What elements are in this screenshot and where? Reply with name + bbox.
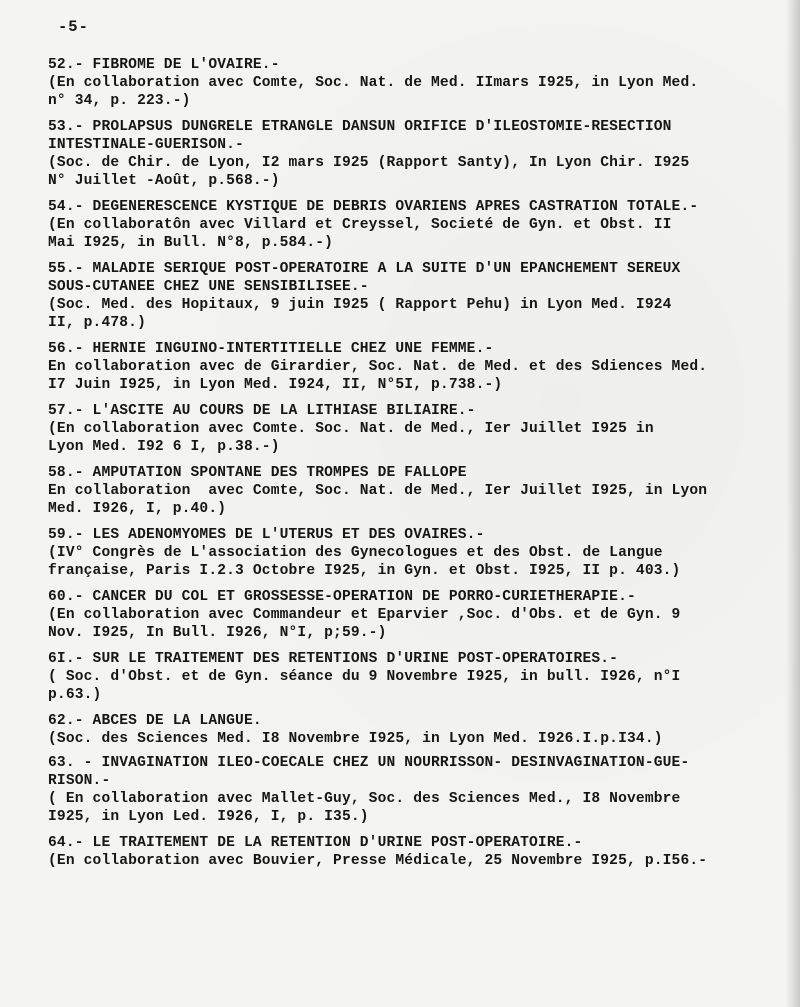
entry-52: [48, 56, 793, 110]
entry-line: I925, in Lyon Led. I926, I, p. I35.): [48, 809, 369, 825]
entry-title: 56.- HERNIE INGUINO-INTERTITIELLE CHEZ UNE FEMME.-: [48, 341, 494, 357]
entry-line: Med. I926, I, p.40.): [48, 501, 227, 517]
entry-line: RISON.-: [48, 773, 111, 789]
entry-line: ( En collaboration avec Mallet-Guy, Soc. des Sciences Med., I8 Novembre: [48, 791, 681, 807]
entry-title: 60.- CANCER DU COL ET GROSSESSE-OPERATION DE PORRO-CURIETHERAPIE.-: [48, 589, 636, 605]
entry-60: [48, 588, 793, 642]
entry-title: 62.- ABCES DE LA LANGUE.: [48, 713, 262, 729]
entry-line: n° 34, p. 223.-): [48, 93, 191, 109]
entry-line: (En collaboration avec Commandeur et Eparvier ,Soc. d'Obs. et de Gyn. 9: [48, 607, 681, 623]
entry-line: (En collaboration avec Bouvier, Presse Médicale, 25 Novembre I925, p.I56.-: [48, 853, 708, 869]
entry-57: [48, 402, 793, 456]
entry-title: 63. - INVAGINATION ILEO-COECALE CHEZ UN NOURRISSON- DESINVAGINATION-GUE-: [48, 755, 690, 771]
entry-title: 58.- AMPUTATION SPONTANE DES TROMPES DE FALLOPE: [48, 465, 467, 481]
entry-line: N° Juillet -Août, p.568.-): [48, 173, 280, 189]
entry-line: (En collaboratôn avec Villard et Creyssel, Societé de Gyn. et Obst. II: [48, 217, 672, 233]
entry-line: En collaboration avec Comte, Soc. Nat. de Med., Ier Juillet I925, in Lyon: [48, 483, 708, 499]
entry-title: 54.- DEGENERESCENCE KYSTIQUE DE DEBRIS OVARIENS APRES CASTRATION TOTALE.-: [48, 199, 699, 215]
entry-line: (En collaboration avec Comte, Soc. Nat. de Med. IImars I925, in Lyon Med.: [48, 75, 699, 91]
entry-line: En collaboration avec de Girardier, Soc. Nat. de Med. et des Sdiences Med.: [48, 359, 708, 375]
entry-line: (Soc. des Sciences Med. I8 Novembre I925, in Lyon Med. I926.I.p.I34.): [48, 731, 663, 747]
entry-54: [48, 198, 793, 252]
entry-line: Mai I925, in Bull. N°8, p.584.-): [48, 235, 334, 251]
entry-59: [48, 526, 793, 580]
entry-64: [48, 834, 793, 870]
entry-63: [48, 754, 793, 826]
entry-line: SOUS-CUTANEE CHEZ UNE SENSIBILISEE.-: [48, 279, 369, 295]
entry-line: INTESTINALE-GUERISON.-: [48, 137, 244, 153]
entry-title: 6I.- SUR LE TRAITEMENT DES RETENTIONS D'URINE POST-OPERATOIRES.-: [48, 651, 619, 667]
entry-line: Lyon Med. I92 6 I, p.38.-): [48, 439, 280, 455]
entry-line: (Soc. Med. des Hopitaux, 9 juin I925 ( Rapport Pehu) in Lyon Med. I924: [48, 297, 672, 313]
entry-title: 59.- LES ADENOMYOMES DE L'UTERUS ET DES OVAIRES.-: [48, 527, 485, 543]
entry-title: 52.- FIBROME DE L'OVAIRE.-: [48, 57, 280, 73]
entry-line: ( Soc. d'Obst. et de Gyn. séance du 9 Novembre I925, in bull. I926, n°I: [48, 669, 681, 685]
entry-title: 53.- PROLAPSUS DUNGRELE ETRANGLE DANSUN ORIFICE D'ILEOSTOMIE-RESECTION: [48, 119, 672, 135]
entry-line: (Soc. de Chir. de Lyon, I2 mars I925 (Rapport Santy), In Lyon Chir. I925: [48, 155, 690, 171]
entry-line: I7 Juin I925, in Lyon Med. I924, II, N°5I, p.738.-): [48, 377, 503, 393]
entry-56: [48, 340, 793, 394]
entry-line: Nov. I925, In Bull. I926, N°I, p;59.-): [48, 625, 387, 641]
entry-line: (En collaboration avec Comte. Soc. Nat. de Med., Ier Juillet I925 in: [48, 421, 654, 437]
bibliography-list: [48, 56, 793, 870]
entry-61: [48, 650, 793, 704]
entry-line: p.63.): [48, 687, 102, 703]
entry-title: 57.- L'ASCITE AU COURS DE LA LITHIASE BILIAIRE.-: [48, 403, 476, 419]
entry-line: française, Paris I.2.3 Octobre I925, in Gyn. et Obst. I925, II p. 403.): [48, 563, 681, 579]
entry-line: (IV° Congrès de L'association des Gynecologues et des Obst. de Langue: [48, 545, 663, 561]
entry-53: [48, 118, 793, 190]
entry-62: [48, 712, 793, 748]
page-number: -5-: [58, 18, 89, 36]
entry-title: 55.- MALADIE SERIQUE POST-OPERATOIRE A LA SUITE D'UN EPANCHEMENT SEREUX: [48, 261, 681, 277]
entry-58: [48, 464, 793, 518]
entry-55: [48, 260, 793, 332]
entry-title: 64.- LE TRAITEMENT DE LA RETENTION D'URINE POST-OPERATOIRE.-: [48, 835, 583, 851]
entry-line: II, p.478.): [48, 315, 146, 331]
